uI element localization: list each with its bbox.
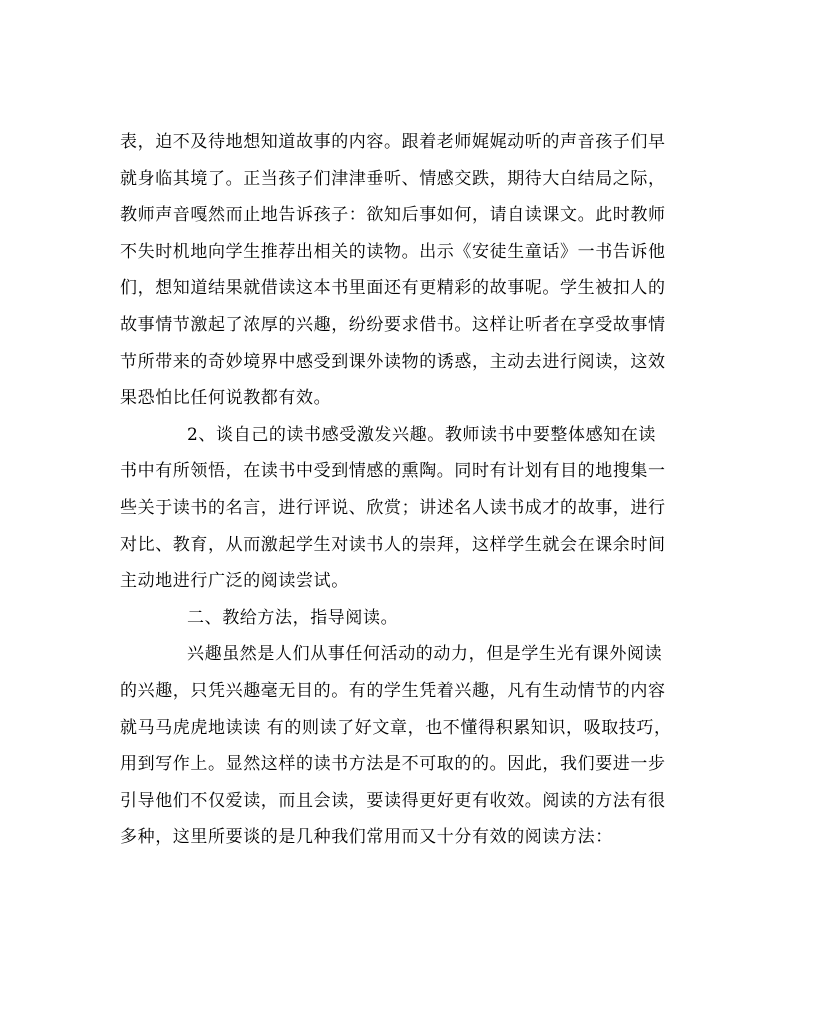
text-line: 果恐怕比任何说教都有效。 — [120, 388, 332, 409]
text-line: 多种，这里所要谈的是几种我们常用而又十分有效的阅读方法： — [120, 827, 613, 848]
text-line: 些关于读书的名言，进行评说、欣赏；讲述名人读书成才的故事，进行 — [120, 497, 666, 518]
text-line: 书中有所领悟，在读书中受到情感的熏陶。同时有计划有目的地搜集一 — [120, 461, 666, 482]
text-line: 教师声音嘎然而止地告诉孩子：欲知后事如何，请自读课文。此时教师 — [120, 205, 666, 226]
document-body — [120, 124, 697, 856]
text-line: 用到写作上。显然这样的读书方法是不可取的的。因此，我们要进一步 — [120, 754, 666, 775]
text-line: 引导他们不仅爱读，而且会读，要读得更好更有收效。阅读的方法有很 — [120, 790, 666, 811]
text-line: 表，迫不及待地想知道故事的内容。跟着老师娓娓动听的声音孩子们早 — [120, 132, 666, 152]
text-line: 就身临其境了。正当孩子们津津垂听、情感交跌，期待大白结局之际， — [120, 168, 666, 189]
text-line: 节所带来的奇妙境界中感受到课外读物的诱惑，主动去进行阅读，这效 — [120, 351, 666, 372]
text-line: 的兴趣，只凭兴趣毫无目的。有的学生凭着兴趣，凡有生动情节的内容 — [120, 680, 666, 701]
text-line: 对比、教育，从而激起学生对读书人的崇拜，这样学生就会在课余时间 — [120, 534, 666, 555]
section-heading: 二、教给方法，指导阅读。 — [187, 607, 399, 628]
text-line: 主动地进行广泛的阅读尝试。 — [120, 571, 349, 592]
text-line: 们，想知道结果就借读这本书里面还有更精彩的故事呢。学生被扣人的 — [120, 278, 666, 299]
text-line: 不失时机地向学生推荐出相关的读物。出示《安徒生童话》一书告诉他 — [120, 241, 666, 262]
text-line: 故事情节激起了浓厚的兴趣，纷纷要求借书。这样让听者在享受故事情 — [120, 314, 666, 335]
paragraph-start-line: 兴趣虽然是人们从事任何活动的动力，但是学生光有课外阅读 — [187, 644, 663, 665]
paragraph-start-line: 2、谈自己的读书感受激发兴趣。教师读书中要整体感知在读 — [187, 424, 657, 445]
text-line: 就马马虎虎地读读 有的则读了好文章，也不懂得积累知识，吸取技巧， — [120, 717, 672, 738]
